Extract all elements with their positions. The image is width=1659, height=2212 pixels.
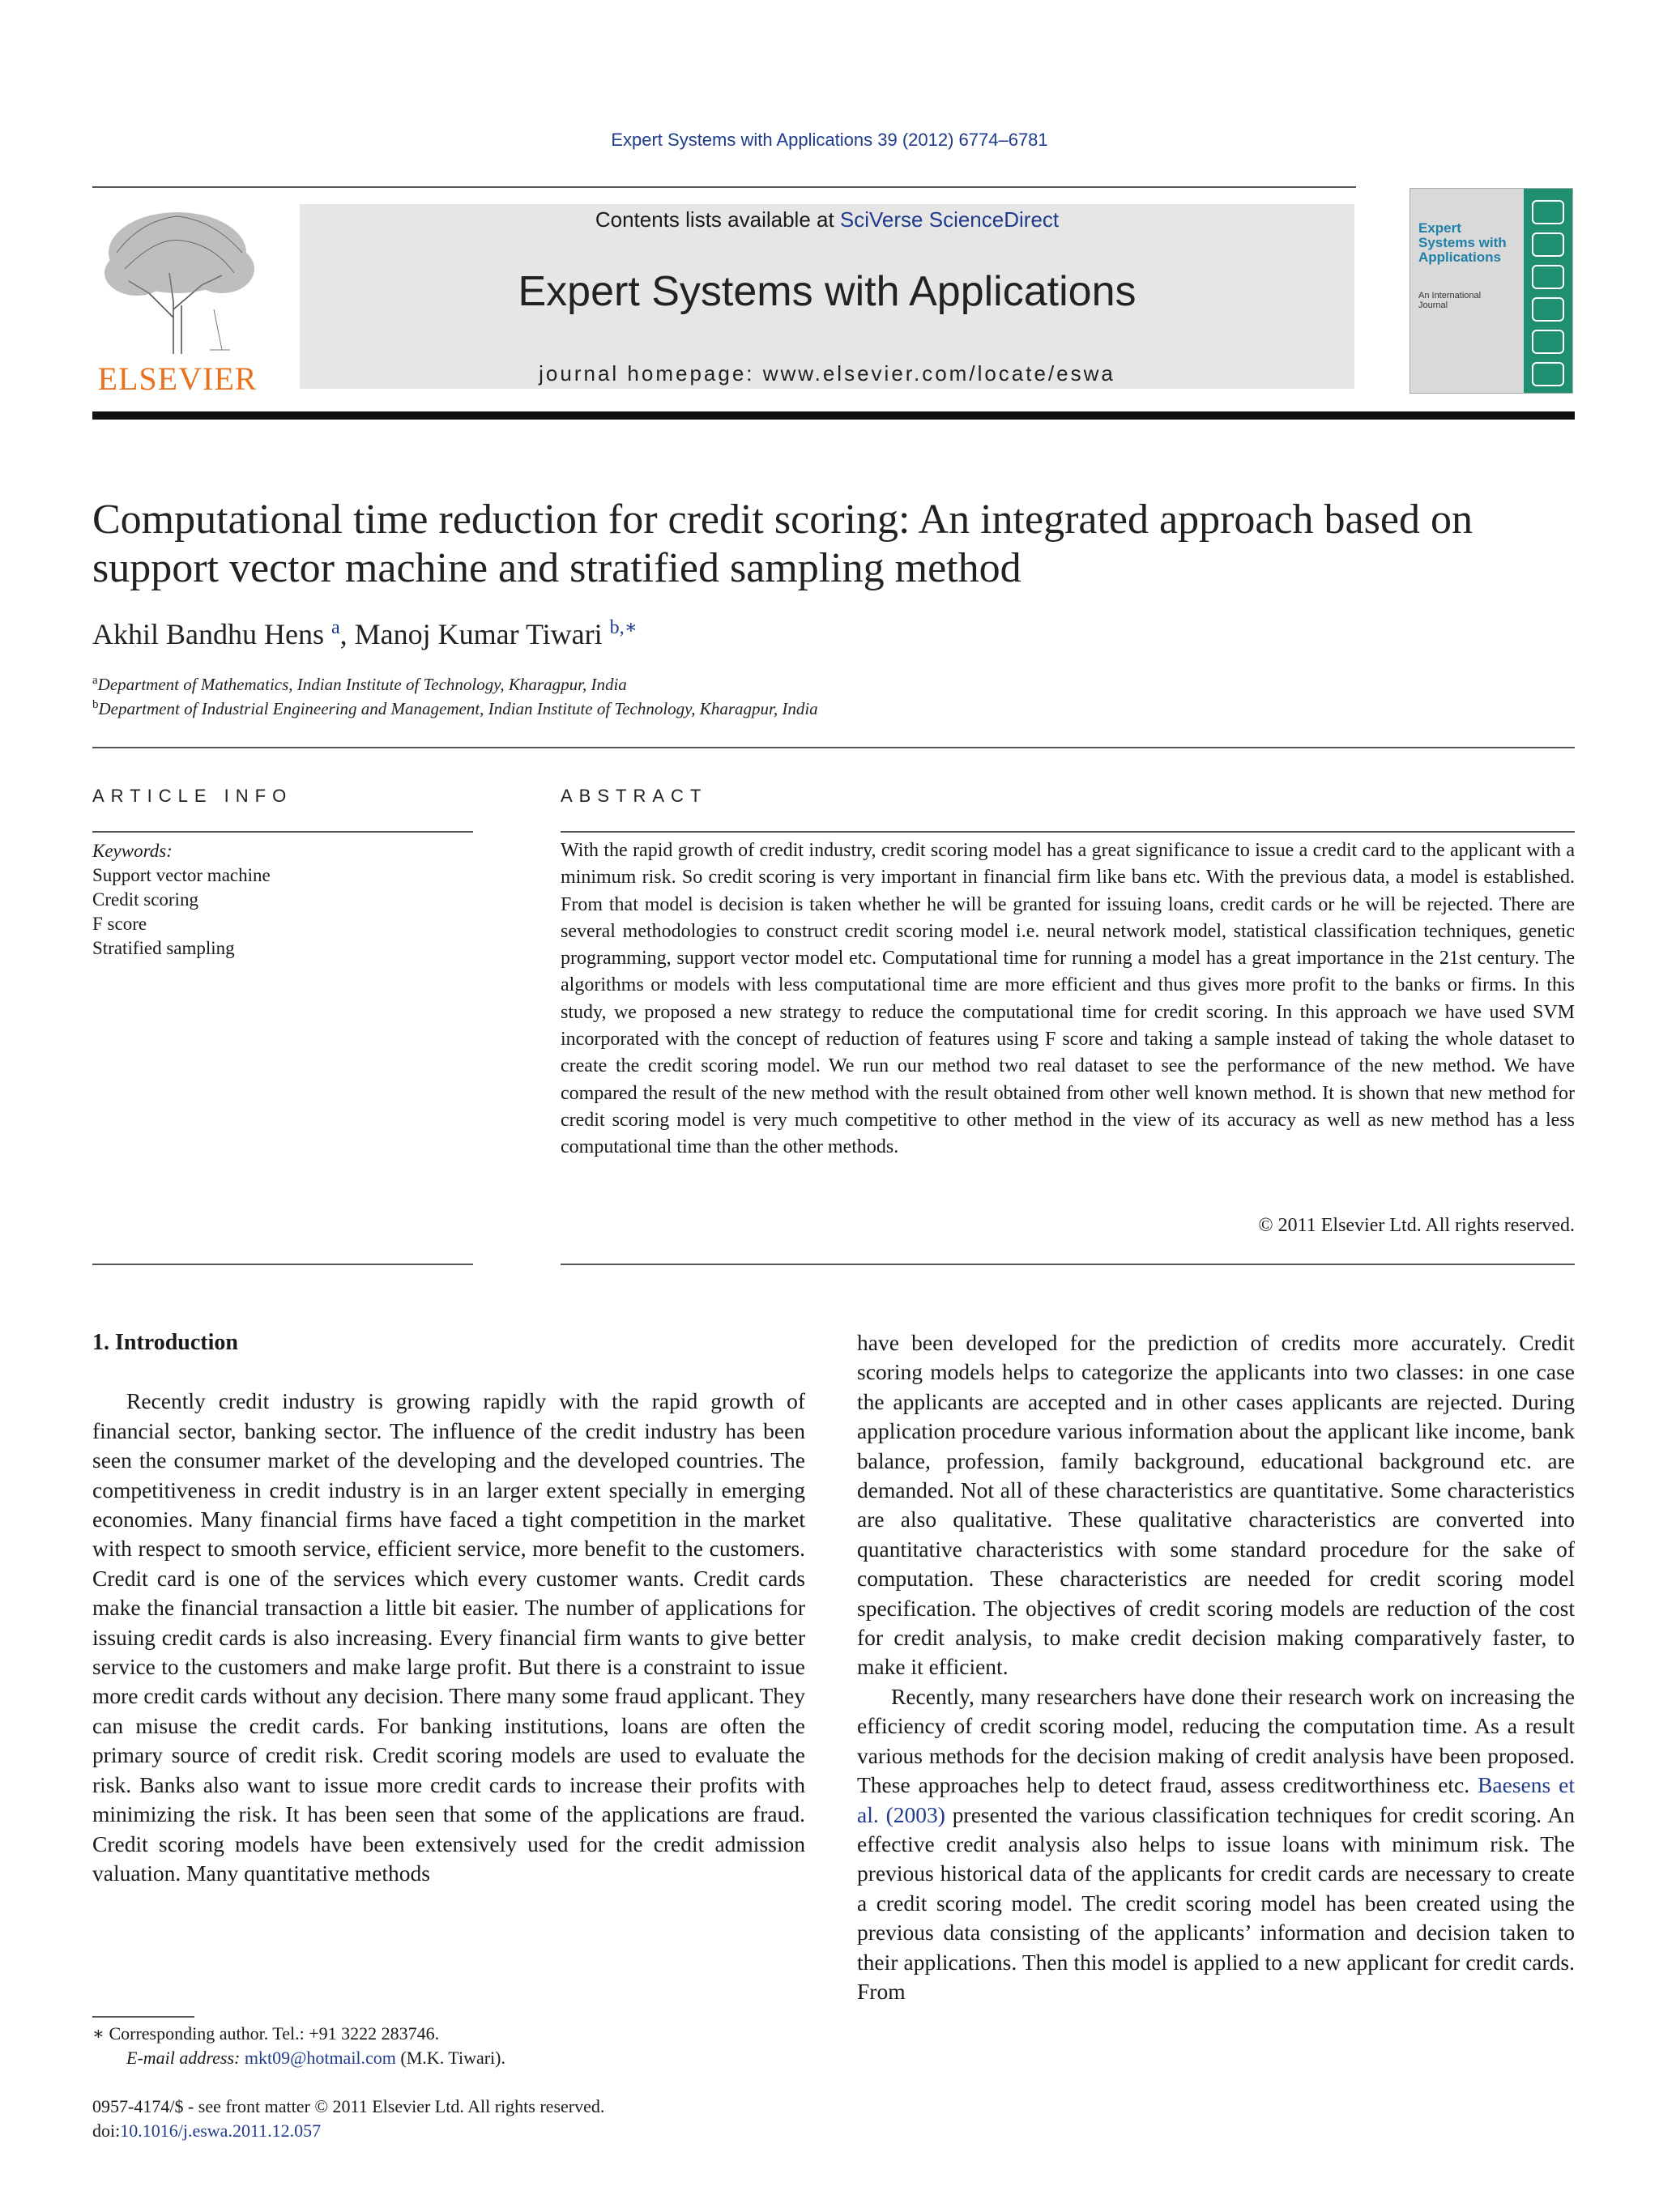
article-info-bottom-rule [92, 1264, 473, 1265]
elsevier-wordmark: ELSEVIER [97, 360, 258, 397]
body-paragraph: Recently credit industry is growing rapidly with the rapid growth of financial sector, banking sector. The influence of the credit industry has been seen the consumer market of the developing and the developed countries. The competitiveness in credit industry is in an larger extent specially in emerging economies. Many financial firms have faced a tight competition in the market with respect to smooth service, efficient service, more benefit to the customers. Credit card is one of the services which every customer wants. Credit cards make the financial transaction a little bit easier. The number of applications for issuing credit cards is also increasing. Every financial firm wants to give better service to the customers and make large profit. But there is a constraint to issue more credit cards without any decision. There many some fraud applicant. They can misuse the credit cards. For banking institutions, loans are often the primary source of credit risk. Credit scoring models are used to evaluate the risk. Banks also want to issue more credit cards to increase their profits with minimizing the risk. It has been seen that some of the applications are fraud. Credit scoring models have been extensively used for the credit admission valuation. Many quantitative methods [92, 1388, 805, 1886]
author-name: Akhil Bandhu Hens [92, 618, 324, 650]
keyword-item: Credit scoring [92, 889, 198, 910]
keywords-label: Keywords: [92, 841, 173, 861]
sciencedirect-link[interactable]: SciVerse ScienceDirect [839, 207, 1060, 232]
author-name: Manoj Kumar Tiwari [354, 618, 603, 650]
cover-gear-icon [1532, 200, 1564, 224]
contents-prefix: Contents lists available at [595, 207, 840, 232]
header-top-rule [92, 186, 1356, 188]
cover-title: Expert Systems with Applications [1418, 220, 1507, 265]
email-link[interactable]: mkt09@hotmail.com [244, 2048, 396, 2068]
affiliation-mark: b [92, 698, 99, 711]
cover-subtitle: An International Journal [1418, 291, 1482, 310]
abstract-heading: ABSTRACT [561, 786, 708, 806]
doi-link[interactable]: 10.1016/j.eswa.2011.12.057 [120, 2120, 322, 2141]
article-info-heading: ARTICLE INFO [92, 786, 293, 806]
author-separator: , [339, 618, 355, 650]
section-heading: 1. Introduction [92, 1330, 238, 1355]
abstract-rule [561, 831, 1575, 833]
contents-available-line [300, 207, 1354, 232]
body-paragraph: have been developed for the prediction of credits more accurately. Credit scoring models helps to categorize the applicants into two classes: in one case the applicants are accepted and in other cases applicants are rejected. During application procedure various information about the applicant like income, bank balance, profession, family background, educational background etc. are demanded. Not all of these characteristics are quantitative. Some characteristics are also qualitative. These qualitative characteristics are converted into quantitative characteristics with some standard procedure for the sake of computation. These characteristics are needed for credit scoring model specification. The objectives of credit scoring models are reduction of the cost for credit analysis, to make credit decision making comparatively faster, to make it efficient. [857, 1330, 1575, 1680]
body-paragraph [857, 1682, 1575, 2006]
affiliation-mark[interactable]: a [331, 617, 340, 638]
email-note [126, 2046, 505, 2070]
keyword-item: Support vector machine [92, 865, 271, 885]
abstract-copyright: © 2011 Elsevier Ltd. All rights reserved. [1258, 1215, 1575, 1236]
affiliation-mark: a [92, 674, 98, 687]
cover-network-icon [1532, 330, 1564, 354]
journal-citation-link[interactable]: Expert Systems with Applications 39 (2012) 6774–6781 [611, 130, 1048, 150]
cover-caduceus-icon [1532, 362, 1564, 386]
article-title: Computational time reduction for credit scoring: An integrated approach based on support vector machine and stratified sampling method [92, 497, 1473, 591]
citation-link[interactable]: Baesens et al. (2003) [857, 1772, 1576, 1827]
doi-line [92, 2119, 321, 2143]
doi-label: doi: [92, 2120, 121, 2141]
keywords-block [92, 839, 473, 961]
title-block-rule [92, 747, 1575, 748]
header-thick-rule [92, 411, 1575, 420]
front-matter-note: 0957-4174/$ - see front matter © 2011 Elsevier Ltd. All rights reserved. [92, 2096, 605, 2116]
journal-cover-thumbnail [1410, 188, 1573, 394]
author-list [92, 616, 638, 651]
keyword-item: Stratified sampling [92, 938, 235, 958]
body-right-column [857, 1328, 1575, 2006]
email-suffix: (M.K. Tiwari). [395, 2048, 505, 2068]
journal-homepage[interactable]: journal homepage: www.elsevier.com/locate/eswa [539, 361, 1115, 386]
affiliation-mark[interactable]: b,∗ [609, 617, 638, 638]
email-label: E-mail address: [126, 2048, 245, 2068]
abstract-text: With the rapid growth of credit industry, credit scoring model has a great significance to issue a credit card to the applicant with a minimum risk. So credit scoring is very important in financial firm like bans etc. With the previous data, a model is established. From that model is decision is taken whether he will be granted for issuing loans, credit cards or he will be rejected. There are several methodologies to construct credit scoring model i.e. neural network model, statistical classification techniques, genetic programming, support vector model etc. Computational time for running a model has a great importance in the 21st century. The algorithms or models with less computational time are more efficient and thus gives more profit to the banks or firms. In this study, we proposed a new strategy to reduce the computational time for credit scoring. In this approach we have used SVM incorporated with the concept of reduction of features using F score and taking a sample instead of taking the whole dataset to create the credit scoring model. We run our method two real dataset to see the performance of the new method. We have compared the result of the new method with the result obtained from other well known method. It is shown that new method for credit scoring model is very much competitive to other method in the view of its accuracy as well as new method has a less computational time than the other methods. [561, 840, 1575, 1158]
cover-chart-icon [1532, 232, 1564, 257]
affiliation-text: Department of Mathematics, Indian Institute of Technology, Kharagpur, India [97, 675, 627, 694]
cover-hand-icon [1532, 297, 1564, 322]
journal-masthead [300, 204, 1354, 389]
paragraph-text: Recently, many researchers have done their research work on increasing the efficiency of credit scoring model, reducing the computation time. As a result various methods for the decision making of credit analysis have been proposed. These approaches help to detect fraud, assess creditworthiness etc. [857, 1683, 1575, 1798]
keyword-item: F score [92, 914, 147, 934]
affiliation-a [92, 674, 627, 695]
article-info-rule [92, 831, 473, 833]
footnote-rule [92, 2016, 194, 2018]
cover-scale-icon [1532, 265, 1564, 289]
abstract-bottom-rule [561, 1264, 1575, 1265]
body-left-column [92, 1328, 805, 1888]
paragraph-text: presented the various classification techniques for credit scoring. An effective credit analysis also helps to issue loans with minimum risk. The previous historical data of the applicants for credit cards are necessary to create a credit scoring model. The credit scoring model has been created using the previous data consisting of the applicants’ information and decision taken to their applications. Then this model is applied to a new applicant for credit cards. From [857, 1801, 1575, 2004]
affiliation-text: Department of Industrial Engineering and Management, Indian Institute of Technology, Kharagpur, India [98, 699, 818, 718]
journal-name: Expert Systems with Applications [518, 268, 1137, 315]
corresponding-author-note: ∗ Corresponding author. Tel.: +91 3222 283746. [92, 2023, 440, 2044]
affiliation-b [92, 698, 818, 719]
